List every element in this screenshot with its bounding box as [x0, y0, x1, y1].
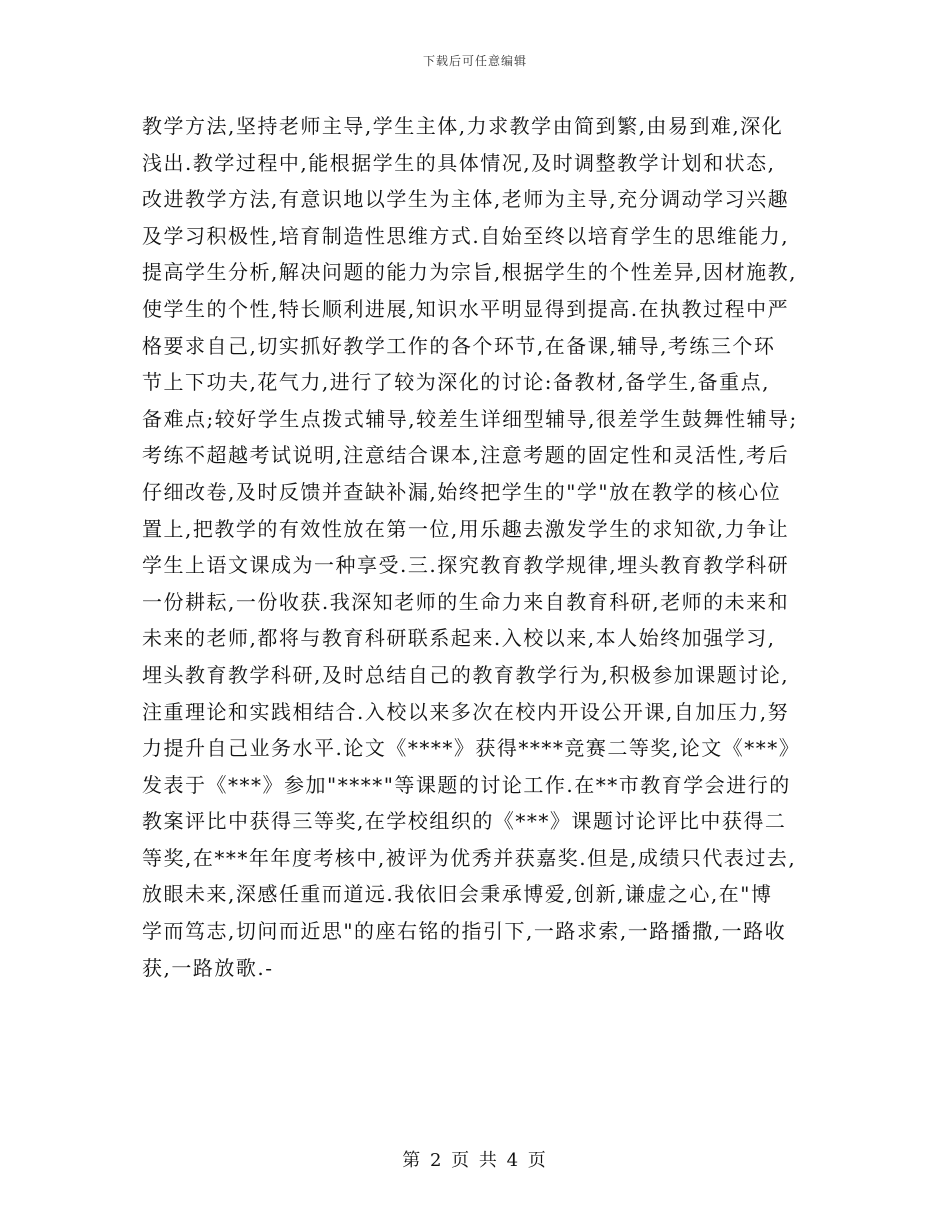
body-line: 未来的老师,都将与教育科研联系起来.入校以来,本人始终加强学习, [142, 626, 776, 651]
body-line: 注重理论和实践相结合.入校以来多次在校内开设公开课,自加压力,努 [142, 699, 790, 724]
document-body [142, 108, 812, 986]
body-line: 埋头教育教学科研,及时总结自己的教育教学行为,积极参加课题讨论, [142, 662, 790, 687]
body-line: 改进教学方法,有意识地以学生为主体,老师为主导,充分调动学习兴趣 [142, 187, 790, 212]
body-line: 等奖,在***年年度考核中,被评为优秀并获嘉奖.但是,成绩只代表过去, [142, 845, 797, 870]
body-line: 力提升自己业务水平.论文《****》获得****竞赛二等奖,论文《***》 [142, 736, 801, 761]
body-line: 放眼未来,深感任重而道远.我依旧会秉承博爱,创新,谦虚之心,在"博 [142, 882, 773, 907]
body-line: 提高学生分析,解决问题的能力为宗旨,根据学生的个性差异,因材施教, [142, 260, 797, 285]
body-line: 置上,把教学的有效性放在第一位,用乐趣去激发学生的求知欲,力争让 [142, 516, 790, 541]
body-line: 浅出.教学过程中,能根据学生的具体情况,及时调整教学计划和状态, [142, 150, 776, 175]
body-line: 一份耕耘,一份收获.我深知老师的生命力来自教育科研,老师的未来和 [142, 589, 790, 614]
body-line: 节上下功夫,花气力,进行了较为深化的讨论:备教材,备学生,备重点, [142, 370, 771, 395]
body-line: 考练不超越考试说明,注意结合课本,注意考题的固定性和灵活性,考后 [142, 443, 790, 468]
body-line: 备难点;较好学生点拨式辅导,较差生详细型辅导,很差学生鼓舞性辅导; [142, 406, 798, 431]
body-line: 教学方法,坚持老师主导,学生主体,力求教学由简到繁,由易到难,深化 [142, 114, 784, 138]
body-line: 及学习积极性,培育制造性思维方式.自始至终以培育学生的思维能力, [142, 223, 790, 248]
body-line: 发表于《***》参加"****"等课题的讨论工作.在**市教育学会进行的 [142, 772, 791, 797]
body-line: 学而笃志,切问而近思"的座右铭的指引下,一路求索,一路播撒,一路收 [142, 919, 787, 944]
body-line: 教案评比中获得三等奖,在学校组织的《***》课题讨论评比中获得二 [142, 809, 787, 834]
page-number-footer: 第 2 页 共 4 页 [402, 1150, 548, 1171]
body-line: 格要求自己,切实抓好教学工作的各个环节,在备课,辅导,考练三个环 [142, 333, 776, 358]
page-header: 下载后可任意编辑 [422, 54, 527, 68]
body-line: 仔细改卷,及时反馈并查缺补漏,始终把学生的"学"放在教学的核心位 [142, 479, 782, 504]
body-line: 学生上语文课成为一种享受.三.探究教育教学规律,埋头教育教学科研 [142, 553, 790, 578]
body-line: 获,一路放歌.- [142, 955, 274, 980]
body-line: 使学生的个性,特长顺利进展,知识水平明显得到提高.在执教过程中严 [142, 296, 790, 321]
